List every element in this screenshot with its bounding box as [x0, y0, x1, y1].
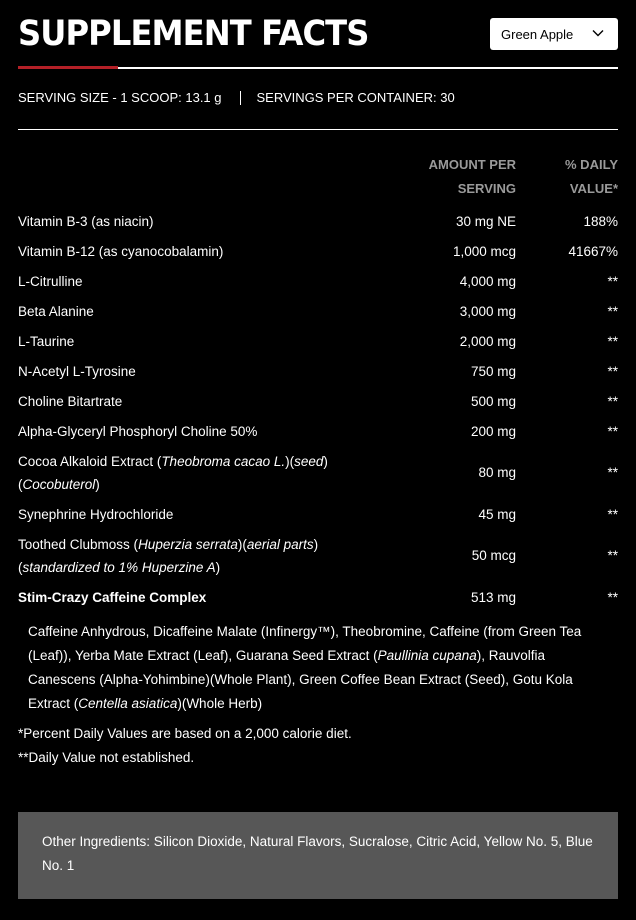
nutrient-daily-value: ** — [607, 465, 618, 480]
table-row — [18, 416, 618, 446]
table-row — [18, 386, 618, 416]
dv-header-line2: VALUE* — [569, 181, 618, 196]
table-row — [18, 206, 618, 236]
nutrient-table — [18, 206, 618, 612]
footnotes — [18, 722, 352, 770]
table-row — [18, 266, 618, 296]
servings-per-container: SERVINGS PER CONTAINER: 30 — [256, 90, 455, 105]
serving-size: SERVING SIZE - 1 SCOOP: 13.1 g — [18, 90, 222, 105]
nutrient-amount: 2,000 mg — [459, 333, 516, 349]
nutrient-name: N-Acetyl L-Tyrosine — [18, 363, 136, 379]
nutrient-daily-value: ** — [607, 303, 618, 319]
nutrient-daily-value: ** — [607, 423, 618, 439]
daily-value-footnote: *Percent Daily Values are based on a 2,000 calorie diet. — [18, 726, 352, 741]
amount-header-line1: AMOUNT PER — [428, 157, 516, 172]
serving-info — [18, 90, 455, 105]
caffeine-complex-ingredients: Caffeine Anhydrous, Dicaffeine Malate (Infinergy™), Theobromine, Caffeine (from Green Tea (Leaf)), Yerba Mate Extract (Leaf), Guarana Seed Extract (Paullinia cupana), Rauvolfia Canescens (Alpha-Yohimbine)(Whole Plant), Green Coffee Bean Extract (Seed), Gotu Kola Extract (Centella asiatica)(Whole Herb) — [28, 624, 582, 711]
nutrient-name: Beta Alanine — [18, 303, 94, 319]
table-row — [18, 499, 618, 529]
nutrient-amount: 30 mg NE — [455, 213, 516, 229]
nutrient-amount: 45 mg — [478, 506, 516, 522]
amount-column-header — [429, 153, 516, 201]
table-row — [18, 529, 618, 582]
not-established-footnote: **Daily Value not established. — [18, 750, 195, 765]
nutrient-amount: 4,000 mg — [459, 273, 516, 289]
nutrient-amount: 500 mg — [470, 393, 516, 409]
nutrient-name: Vitamin B-12 (as cyanocobalamin) — [18, 243, 224, 259]
nutrient-daily-value: ** — [607, 333, 618, 349]
nutrient-amount: 1,000 mcg — [452, 243, 516, 259]
nutrient-daily-value: ** — [607, 273, 618, 289]
table-row — [18, 582, 618, 612]
title-accent-bar — [18, 66, 118, 69]
nutrient-name: L-Taurine — [18, 333, 75, 349]
flavor-select-value: Green Apple — [501, 26, 574, 42]
other-ingredients-text: Other Ingredients: Silicon Dioxide, Natural Flavors, Sucralose, Citric Acid, Yellow No. 5, Blue No. 1 — [42, 834, 593, 873]
flavor-select[interactable] — [490, 18, 618, 50]
amount-header-line2: SERVING — [457, 181, 516, 196]
other-ingredients-panel — [18, 812, 618, 899]
nutrient-amount: 200 mg — [470, 423, 516, 439]
nutrient-amount: 80 mg — [478, 465, 516, 480]
nutrient-amount: 3,000 mg — [459, 303, 516, 319]
table-row — [18, 236, 618, 266]
nutrient-amount: 513 mg — [470, 589, 516, 605]
nutrient-amount: 50 mcg — [471, 548, 516, 563]
nutrient-name: Vitamin B-3 (as niacin) — [18, 213, 154, 229]
serving-divider — [18, 129, 618, 130]
table-row — [18, 326, 618, 356]
nutrient-daily-value: ** — [607, 589, 618, 605]
dv-header-line1: % DAILY — [565, 157, 618, 172]
table-row — [18, 356, 618, 386]
nutrient-name: Toothed Clubmoss (Huperzia serrata)(aerial parts) (standardized to 1% Huperzine A) — [18, 536, 319, 575]
daily-value-column-header — [565, 153, 618, 201]
nutrient-name: Synephrine Hydrochloride — [18, 506, 174, 522]
nutrient-amount: 750 mg — [470, 363, 516, 379]
nutrient-daily-value: ** — [607, 363, 618, 379]
nutrient-name: Choline Bitartrate — [18, 393, 123, 409]
table-row — [18, 296, 618, 326]
nutrient-daily-value: ** — [607, 548, 618, 563]
nutrient-daily-value: 188% — [583, 213, 618, 229]
nutrient-name: Stim-Crazy Caffeine Complex — [18, 589, 207, 605]
nutrient-name: L-Citrulline — [18, 273, 83, 289]
table-row — [18, 446, 618, 499]
page-title: SUPPLEMENT FACTS — [18, 14, 369, 54]
nutrient-daily-value: ** — [607, 506, 618, 522]
nutrient-daily-value: 41667% — [568, 243, 618, 259]
chevron-down-icon — [592, 27, 604, 39]
nutrient-name: Cocoa Alkaloid Extract (Theobroma cacao L.)(seed) (Cocobuterol) — [18, 453, 328, 492]
nutrient-daily-value: ** — [607, 393, 618, 409]
serving-separator — [240, 91, 241, 105]
nutrient-name: Alpha-Glyceryl Phosphoryl Choline 50% — [18, 423, 258, 439]
